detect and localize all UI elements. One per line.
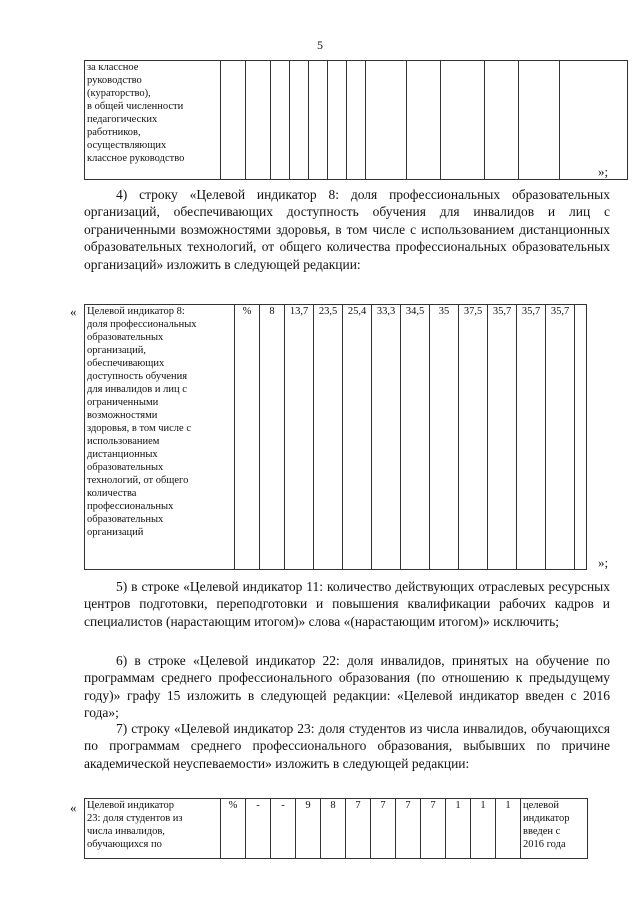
table1-empty-cell [246, 61, 271, 180]
table1-empty-cell [441, 61, 485, 180]
table3-note-line: 2016 года [523, 839, 566, 850]
table2-name-line: доступность обучения [87, 371, 188, 382]
table2-value-cell: 37,5 [459, 305, 488, 570]
table2-name-line: доля профессиональных [87, 319, 197, 330]
table3-value-cell: 9 [296, 799, 321, 859]
table3-value-cell: 8 [321, 799, 346, 859]
table3-value-cell: 7 [371, 799, 396, 859]
table3-name-cell [85, 799, 221, 859]
table1-empty-cell [347, 61, 366, 180]
table2-opening-quote: « [70, 304, 77, 319]
table3-value-cell: 1 [496, 799, 521, 859]
table1-empty-cell [485, 61, 519, 180]
table3-name-line: Целевой индикатор [87, 800, 175, 811]
table1-name-cell [85, 61, 221, 180]
table3-value-cell: 1 [446, 799, 471, 859]
table1-empty-cell [560, 61, 628, 180]
table3-value-cell: 7 [421, 799, 446, 859]
table2-value-cell: 35,7 [517, 305, 546, 570]
table-indicator-23 [84, 798, 588, 859]
table3-value-cell: - [271, 799, 296, 859]
table2-name-cell [85, 305, 235, 570]
table1-name-line: за классное [87, 62, 139, 73]
table3-note-line: введен с [523, 826, 561, 837]
table2-name-line: возможностями [87, 410, 158, 421]
table3-note-line: индикатор [523, 813, 570, 824]
table2-name-line: ограниченными [87, 397, 159, 408]
table1-name-line: осуществляющих [87, 140, 167, 151]
table1-name-line: педагогических [87, 114, 158, 125]
table2-name-line: образовательных [87, 514, 164, 525]
table1-name-line: (кураторство), [87, 88, 151, 99]
table1-empty-cell [328, 61, 347, 180]
table-indicator-8 [84, 304, 587, 570]
table1-empty-cell [407, 61, 441, 180]
table2-name-line: образовательных [87, 332, 164, 343]
table2-name-line: здоровья, в том числе с [87, 423, 191, 434]
table3-name-line: числа инвалидов, [87, 826, 165, 837]
table2-name-line: обеспечивающих [87, 358, 165, 369]
table3-value-cell: 7 [396, 799, 421, 859]
table2-name-line: количества [87, 488, 137, 499]
table1-name-line: руководство [87, 75, 142, 86]
table-indicator-7-continuation [84, 60, 628, 180]
table2-name-line: организаций [87, 527, 144, 538]
table2-value-cell: 33,3 [372, 305, 401, 570]
paragraph-6: 6) в строке «Целевой индикатор 22: доля инвалидов, принятых на обучение по программам среднего профессионального образования (по отношению к предыдущему году)» графу 15 изложить в следующей редакции: «Целевой индикатор введен с 2016 года»; [84, 653, 610, 721]
table2-name-line: для инвалидов и лиц с [87, 384, 187, 395]
paragraph-5: 5) в строке «Целевой индикатор 11: количество действующих отраслевых ресурсных центров подготовки, переподготовки и повышения квалификации рабочих кадров и специалистов (нарастающим итогом)» слова «(нарастающим итогом)» исключить; [84, 579, 610, 629]
table3-note-line: целевой [523, 800, 559, 811]
table3-opening-quote: « [70, 800, 77, 815]
table1-name-line: классное руководство [87, 153, 185, 164]
table2-value-cell: 23,5 [314, 305, 343, 570]
table1-name-line: в общей численности [87, 101, 184, 112]
table3-value-cell: 1 [471, 799, 496, 859]
table2-value-cell: 25,4 [343, 305, 372, 570]
table2-value-cell: 8 [260, 305, 285, 570]
table3-value-cell: - [246, 799, 271, 859]
table3-name-line: обучающихся по [87, 839, 162, 850]
table2-name-line: организаций, [87, 345, 146, 356]
table1-empty-cell [271, 61, 290, 180]
table3-name-line: 23: доля студентов из [87, 813, 183, 824]
table2-value-cell: 35,7 [546, 305, 575, 570]
table2-value-cell [575, 305, 587, 570]
table1-empty-cell [221, 61, 246, 180]
table2-value-cell: 35 [430, 305, 459, 570]
table1-empty-cell [290, 61, 309, 180]
table3-note-cell [521, 799, 588, 859]
table2-name-line: образовательных [87, 462, 164, 473]
table2-closing-quote: »; [598, 555, 609, 570]
table1-empty-cell [366, 61, 407, 180]
table1-empty-cell [309, 61, 328, 180]
table3-value-cell: 7 [346, 799, 371, 859]
table1-empty-cell [519, 61, 560, 180]
table2-name-line: профессиональных [87, 501, 174, 512]
table2-name-line: Целевой индикатор 8: [87, 306, 185, 317]
page-number: 5 [317, 38, 323, 52]
table2-name-line: технологий, от общего [87, 475, 189, 486]
table2-value-cell: 13,7 [285, 305, 314, 570]
paragraph-7: 7) строку «Целевой индикатор 23: доля студентов из числа инвалидов, обучающихся по программам среднего профессионального образования, выбывших по причине академической неуспеваемости» изложить в следующей редакции: [84, 721, 610, 771]
table1-closing-quote: »; [598, 164, 609, 179]
table2-value-cell: 35,7 [488, 305, 517, 570]
paragraph-4: 4) строку «Целевой индикатор 8: доля профессиональных образовательных организаций, обеспечивающих доступность обучения для инвалидов и лиц с ограниченными возможностями здоровья, в том числе с использованием дистанционных образовательных технологий, от общего количества профессиональных образовательных организаций» изложить в следующей редакции: [84, 187, 610, 272]
table2-name-line: дистанционных [87, 449, 158, 460]
table2-unit-cell: % [235, 305, 260, 570]
table2-name-line: использованием [87, 436, 160, 447]
table2-value-cell: 34,5 [401, 305, 430, 570]
table1-name-line: работников, [87, 127, 141, 138]
table3-unit-cell: % [221, 799, 246, 859]
